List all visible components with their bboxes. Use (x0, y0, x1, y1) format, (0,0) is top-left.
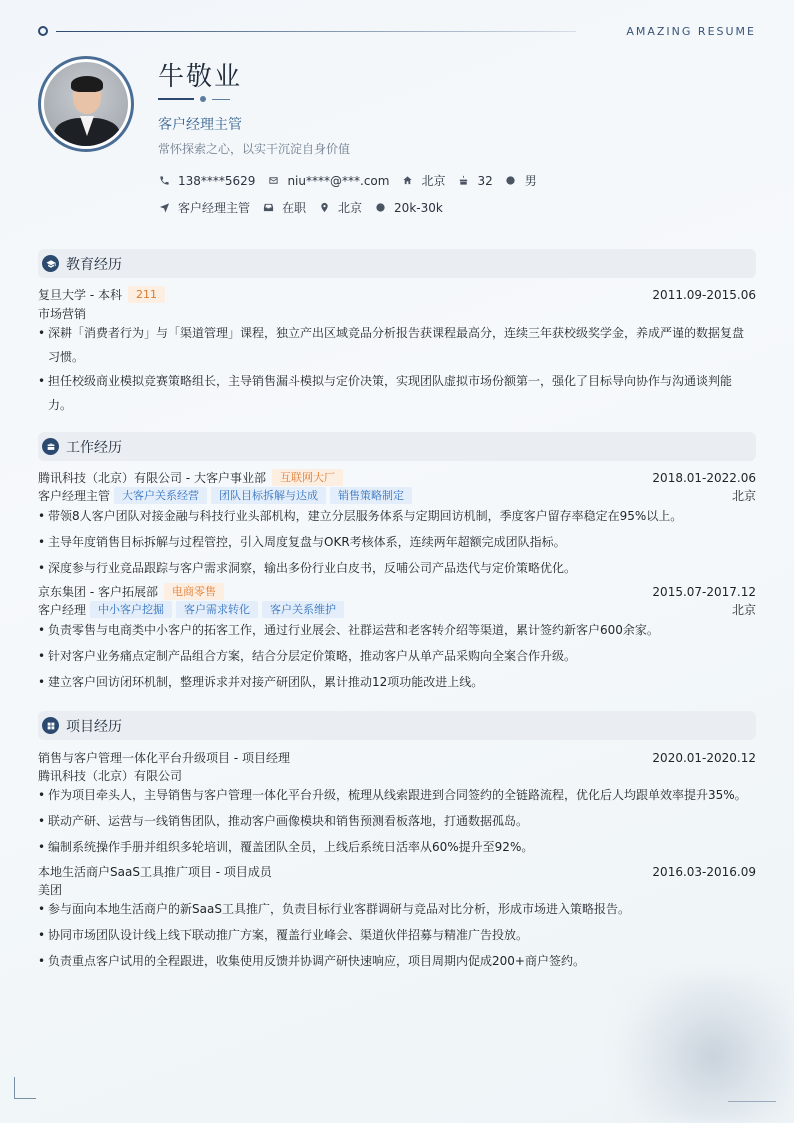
gender-icon (505, 175, 517, 187)
email-item: niu****@***.com (267, 174, 389, 188)
cake-icon (457, 175, 469, 187)
company-tag: 电商零售 (164, 583, 224, 600)
candidate-title: 客户经理主管 (158, 117, 242, 133)
school-name: 复旦大学 - 本科 (38, 288, 122, 302)
project-bullet: • 编制系统操作手册并组织多轮培训，覆盖团队全员，上线后系统日活率从60%提升至92%。 (38, 835, 756, 859)
top-circle-decoration (38, 26, 48, 36)
salary-item: 20k-30k (374, 201, 443, 215)
education-section-header (38, 249, 756, 278)
project-section-header (38, 711, 756, 740)
project-name: 销售与客户管理一体化平台升级项目 - 项目经理 (38, 751, 290, 765)
project-org: 美团 (38, 883, 63, 897)
job-bullet: • 带领8人客户团队对接金融与科技行业头部机构，建立分层服务体系与定期回访机制，季度客户留存率稳定在95%以上。 (38, 504, 756, 528)
mail-icon (267, 175, 279, 187)
skill-tag: 团队目标拆解与达成 (211, 487, 326, 504)
job-role-row (38, 601, 756, 618)
grid-icon (42, 717, 59, 734)
city-item: 北京 (401, 172, 445, 189)
job-date: 2018.01-2022.06 (652, 470, 756, 485)
project-name-row (38, 749, 756, 766)
skill-tag: 大客户关系经营 (114, 487, 207, 504)
project-bullet: • 联动产研、运营与一线销售团队，推动客户画像模块和销售预测看板落地，打通数据孤岛。 (38, 809, 756, 833)
skill-tag: 中小客户挖掘 (90, 601, 172, 618)
corner-decoration (14, 1077, 36, 1099)
briefcase-icon (42, 438, 59, 455)
candidate-name: 牛敬业 (158, 62, 243, 92)
job-bullet: • 针对客户业务痛点定制产品组合方案，结合分层定价策略，推动客户从单产品采购向全案合作升级。 (38, 644, 756, 668)
job-date: 2015.07-2017.12 (652, 584, 756, 599)
project-name: 本地生活商户SaaS工具推广项目 - 项目成员 (38, 865, 272, 879)
job-city: 北京 (731, 489, 756, 503)
project-bullet: • 作为项目牵头人，主导销售与客户管理一体化平台升级，梳理从线索跟进到合同签约的全链路流程，优化后人均跟单效率提升35%。 (38, 783, 756, 807)
avatar-photo (44, 62, 128, 146)
skill-tag: 客户需求转化 (176, 601, 258, 618)
target-city-item: 北京 (318, 199, 362, 216)
job-role: 客户经理 (38, 603, 87, 617)
project-date: 2016.03-2016.09 (652, 864, 756, 879)
target-position-item: 客户经理主管 (158, 199, 250, 216)
company-tag: 互联网大厂 (272, 469, 343, 486)
send-icon (158, 202, 170, 214)
top-line-decoration (56, 31, 576, 32)
job-role: 客户经理主管 (38, 489, 111, 503)
age-item: 32 (457, 174, 492, 188)
job-city: 北京 (731, 603, 756, 617)
project-org-row (38, 767, 756, 784)
project-bullet: • 参与面向本地生活商户的新SaaS工具推广，负责目标行业客群调研与竞品对比分析，形成市场进入策略报告。 (38, 897, 756, 921)
project-org: 腾讯科技（北京）有限公司 (38, 769, 183, 783)
avatar (38, 56, 134, 152)
section-title: 项目经历 (66, 718, 122, 735)
project-name-row (38, 863, 756, 880)
section-title: 教育经历 (66, 256, 122, 273)
school-tag: 211 (128, 286, 165, 303)
home-icon (401, 175, 413, 187)
education-major-row (38, 305, 756, 322)
skill-tag: 销售策略制定 (330, 487, 412, 504)
job-bullet: • 负责零售与电商类中小客户的拓客工作，通过行业展会、社群运营和老客转介绍等渠道，累计签约新客户600余家。 (38, 618, 756, 642)
job-bullet: • 建立客户回访闭环机制，整理诉求并对接产研团队，累计推动12项功能改进上线。 (38, 670, 756, 694)
company-name: 腾讯科技（北京）有限公司 - 大客户事业部 (38, 471, 266, 485)
contact-info-row (158, 172, 549, 189)
gender-item: 男 (505, 172, 537, 189)
education-bullet: • 深耕「消费者行为」与「渠道管理」课程，独立产出区域竞品分析报告获课程最高分，连续三年获校级奖学金，养成严谨的数据复盘 习惯。 (38, 321, 756, 369)
job-bullet: • 深度参与行业竞品跟踪与客户需求洞察，输出多份行业白皮书，反哺公司产品迭代与定价策略优化。 (38, 556, 756, 580)
name-divider (158, 96, 230, 102)
project-bullet: • 协同市场团队设计线上线下联动推广方案，覆盖行业峰会、渠道伙伴招募与精准广告投放。 (38, 923, 756, 947)
major: 市场营销 (38, 307, 87, 321)
project-bullet: • 负责重点客户试用的全程跟进，收集使用反馈并协调产研快速响应，项目周期内促成200+商户签约。 (38, 949, 756, 973)
inbox-icon (262, 202, 274, 214)
resume-tag: AMAZING RESUME (626, 25, 756, 38)
job-company-row (38, 469, 756, 486)
phone-item: 138****5629 (158, 174, 255, 188)
job-bullet: • 主导年度销售目标拆解与过程管控，引入周度复盘与OKR考核体系，连续两年超额完成团队指标。 (38, 530, 756, 554)
candidate-motto: 常怀探索之心，以实干沉淀自身价值 (158, 142, 351, 156)
phone-icon (158, 175, 170, 187)
money-icon (374, 202, 386, 214)
section-title: 工作经历 (66, 439, 122, 456)
education-bullet: • 担任校级商业模拟竞赛策略组长，主导销售漏斗模拟与定价决策，实现团队虚拟市场份额第一，强化了目标导向协作与沟通谈判能 力。 (38, 369, 756, 417)
education-school-row (38, 286, 756, 303)
project-org-row (38, 881, 756, 898)
job-role-row (38, 487, 756, 504)
work-section-header (38, 432, 756, 461)
company-name: 京东集团 - 客户拓展部 (38, 585, 158, 599)
job-company-row (38, 583, 756, 600)
education-date: 2011.09-2015.06 (652, 287, 756, 302)
job-info-row (158, 199, 455, 216)
location-icon (318, 202, 330, 214)
graduation-cap-icon (42, 255, 59, 272)
skill-tag: 客户关系维护 (262, 601, 344, 618)
project-date: 2020.01-2020.12 (652, 750, 756, 765)
status-item: 在职 (262, 199, 306, 216)
bottom-line-decoration (728, 1101, 776, 1102)
